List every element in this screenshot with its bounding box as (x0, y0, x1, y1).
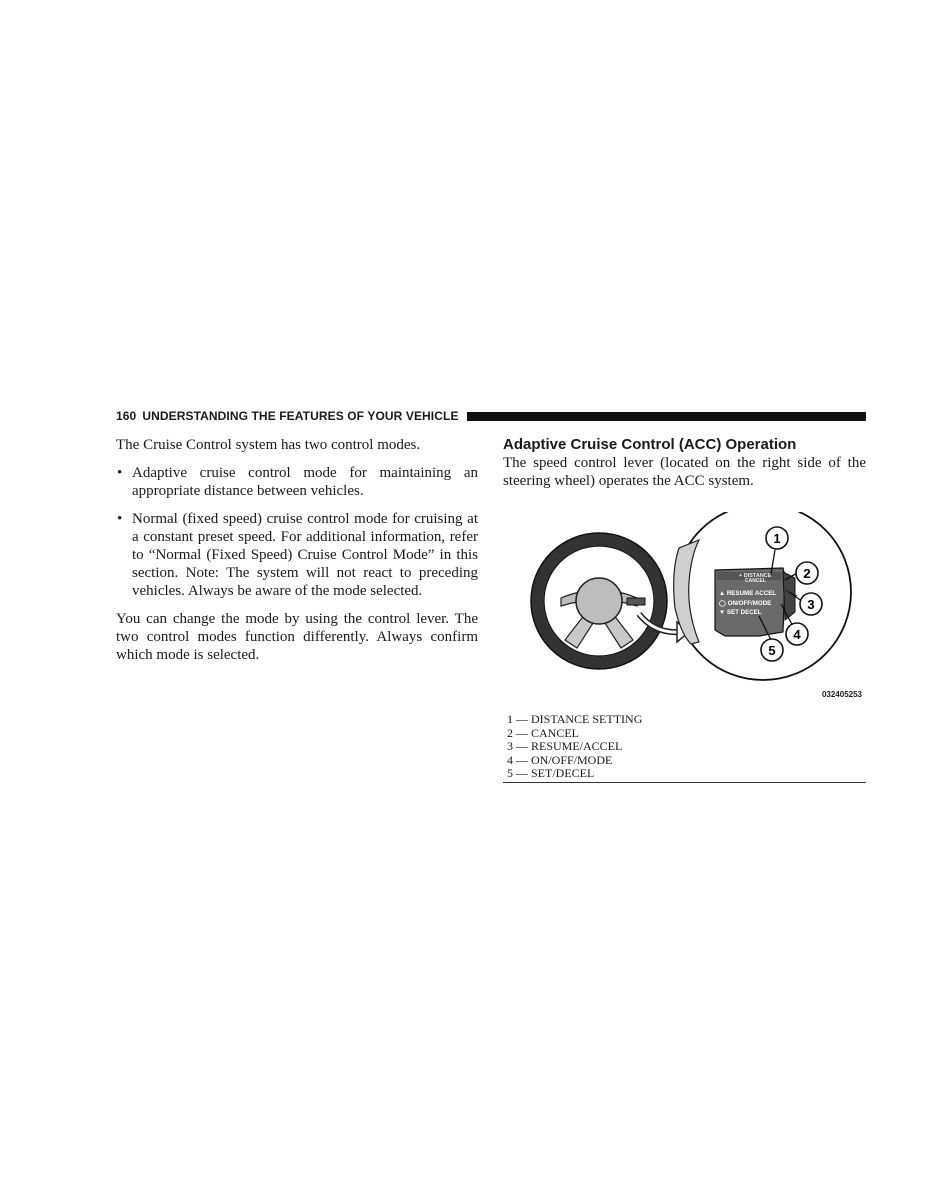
intro-paragraph: The Cruise Control system has two control modes. (116, 437, 421, 453)
svg-text:1: 1 (773, 531, 781, 546)
lever-resume-label: ▲ RESUME ACCEL (719, 590, 777, 597)
svg-text:4: 4 (793, 627, 801, 642)
legend-item: 3 — RESUME/ACCEL (507, 739, 623, 753)
legend-divider (503, 782, 866, 783)
left-column (116, 436, 478, 664)
list-item: • Normal (fixed speed) cruise control mode for cruising at a constant preset speed. For additional information, refer to “Normal (Fixed Speed) Cruise Control Mode” in this section. Note: The system will not react to preceding vehicles. Always be aware of the mode selected. (117, 511, 478, 599)
legend-item: 5 — SET/DECEL (507, 766, 595, 780)
header-bar (467, 412, 866, 421)
bullet-icon: • (117, 511, 123, 527)
page-number: 160 (116, 409, 137, 423)
callout-2 (796, 562, 818, 584)
svg-text:3: 3 (807, 597, 815, 612)
legend-item: 4 — ON/OFF/MODE (507, 752, 613, 767)
callout-3 (800, 593, 822, 615)
figure-legend (507, 713, 866, 781)
section-title: UNDERSTANDING THE FEATURES OF YOUR VEHICLE (142, 409, 459, 423)
acc-intro-paragraph: The speed control lever (located on the right side of the steering wheel) operates the ACC system. (503, 455, 866, 489)
callout-1 (766, 527, 788, 549)
section-heading: Adaptive Cruise Control (ACC) Operation (503, 436, 797, 453)
lever-set-label: ▼ SET DECEL (719, 609, 762, 616)
closing-paragraph: You can change the mode by using the control lever. The two control modes function differently. Always confirm which mode is selected. (116, 611, 478, 663)
figure-code: 032405253 (821, 690, 862, 699)
acc-lever-figure (503, 512, 866, 704)
lever-distance-label: + DISTANCE (739, 573, 772, 579)
steering-wheel-icon (531, 533, 667, 669)
mode-list (116, 464, 478, 600)
bullet-icon: • (117, 465, 123, 481)
list-item: • Adaptive cruise control mode for maintaining an appropriate distance between vehicles. (117, 465, 478, 499)
svg-text:5: 5 (768, 643, 776, 658)
callout-5 (761, 639, 783, 661)
svg-text:2: 2 (803, 566, 811, 581)
steering-wheel-illustration (503, 512, 866, 704)
lever-cancel-label: CANCEL (745, 578, 766, 584)
page-header (116, 408, 866, 424)
legend-item: 2 — CANCEL (507, 725, 579, 740)
legend-item: 1 — DISTANCE SETTING (507, 712, 643, 726)
callout-4 (786, 623, 808, 645)
lever-onoff-label: ◯ ON/OFF/MODE (719, 600, 772, 607)
right-column (503, 436, 866, 490)
